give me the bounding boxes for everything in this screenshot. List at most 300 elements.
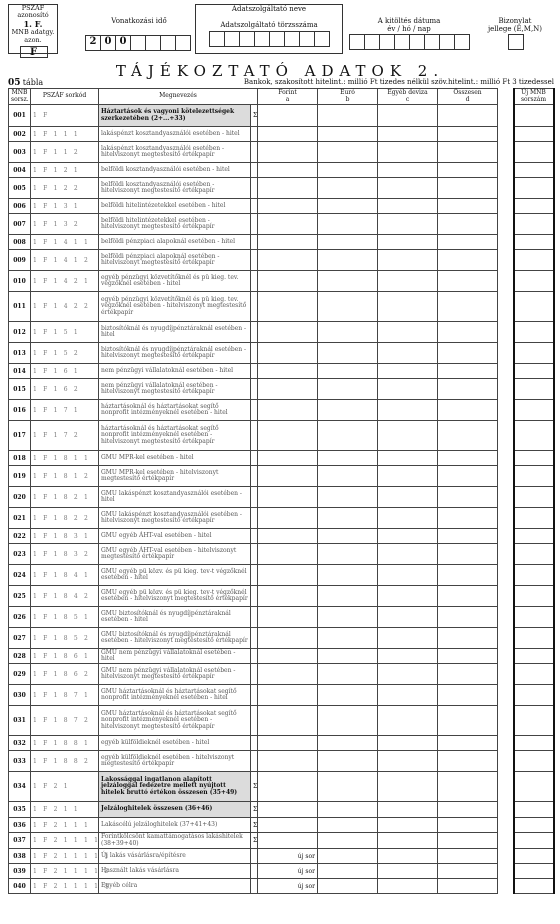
value-euro[interactable] xyxy=(318,736,378,751)
value-forint[interactable] xyxy=(258,586,318,607)
value-other-currency[interactable] xyxy=(378,664,438,685)
value-other-currency[interactable] xyxy=(378,628,438,649)
value-total[interactable] xyxy=(438,508,498,529)
value-euro[interactable] xyxy=(318,586,378,607)
value-total[interactable] xyxy=(438,421,498,451)
value-forint[interactable] xyxy=(258,451,318,466)
value-total[interactable] xyxy=(438,649,498,664)
row-code: 1 F 1 8 8 2 xyxy=(31,751,99,772)
value-euro[interactable] xyxy=(318,250,378,271)
row-code: 1 F 1 5 1 xyxy=(31,322,99,343)
value-new-mnb[interactable] xyxy=(514,322,554,343)
value-new-mnb[interactable] xyxy=(514,199,554,214)
value-other-currency[interactable] xyxy=(378,178,438,199)
value-new-mnb[interactable] xyxy=(514,544,554,565)
value-total[interactable] xyxy=(438,364,498,379)
date-cell[interactable] xyxy=(439,34,455,50)
period-cell[interactable]: 0 xyxy=(115,35,131,51)
value-total[interactable] xyxy=(438,235,498,250)
period-cell[interactable] xyxy=(130,35,146,51)
value-other-currency[interactable] xyxy=(378,379,438,400)
value-new-mnb[interactable] xyxy=(514,685,554,706)
value-other-currency[interactable] xyxy=(378,400,438,421)
reg-cell[interactable] xyxy=(299,31,315,47)
value-forint[interactable] xyxy=(258,364,318,379)
value-new-mnb[interactable] xyxy=(514,379,554,400)
value-total[interactable] xyxy=(438,466,498,487)
sigma-mark xyxy=(251,879,258,894)
sigma-mark: Σ xyxy=(251,818,258,833)
value-new-mnb[interactable] xyxy=(514,565,554,586)
row-number: 013 xyxy=(9,343,31,364)
value-total[interactable] xyxy=(438,818,498,833)
voucher-cell[interactable] xyxy=(508,34,524,50)
value-other-currency[interactable] xyxy=(378,736,438,751)
value-forint[interactable] xyxy=(258,628,318,649)
value-euro[interactable] xyxy=(318,105,378,127)
value-total[interactable] xyxy=(438,292,498,322)
value-forint[interactable] xyxy=(258,178,318,199)
column-gap xyxy=(498,214,514,235)
value-forint[interactable] xyxy=(258,250,318,271)
value-forint[interactable] xyxy=(258,649,318,664)
value-forint[interactable] xyxy=(258,487,318,508)
value-total[interactable] xyxy=(438,736,498,751)
table-row xyxy=(9,772,554,802)
value-total[interactable] xyxy=(438,772,498,802)
value-other-currency[interactable] xyxy=(378,487,438,508)
value-other-currency[interactable] xyxy=(378,772,438,802)
value-euro[interactable] xyxy=(318,400,378,421)
value-total[interactable] xyxy=(438,142,498,163)
value-new-mnb[interactable] xyxy=(514,400,554,421)
value-new-mnb[interactable] xyxy=(514,235,554,250)
value-total[interactable] xyxy=(438,400,498,421)
value-forint[interactable] xyxy=(258,214,318,235)
value-new-mnb[interactable] xyxy=(514,451,554,466)
value-forint[interactable] xyxy=(258,271,318,292)
value-total[interactable] xyxy=(438,529,498,544)
value-forint[interactable] xyxy=(258,802,318,818)
sigma-mark xyxy=(251,451,258,466)
value-total[interactable] xyxy=(438,802,498,818)
value-other-currency[interactable] xyxy=(378,105,438,127)
value-new-mnb[interactable] xyxy=(514,607,554,628)
value-forint[interactable] xyxy=(258,235,318,250)
value-new-mnb[interactable] xyxy=(514,649,554,664)
value-forint[interactable] xyxy=(258,163,318,178)
value-total[interactable] xyxy=(438,250,498,271)
row-description: egyéb pénzügyi közvetítőknél és pü kieg. tev. végzőknél esetében - hitel xyxy=(99,271,251,292)
sigma-mark xyxy=(251,421,258,451)
value-total[interactable] xyxy=(438,706,498,736)
row-code: 1 F 1 2 1 xyxy=(31,163,99,178)
sigma-mark xyxy=(251,649,258,664)
value-new-mnb[interactable] xyxy=(514,833,554,849)
row-description: GMU lakáspénzt kosztandyasználói esetében - hitelviszonyt megtestesítő értékpapír xyxy=(99,508,251,529)
row-description: GMU biztosítóknál és nyugdíjpénztáraknál esetében - hitel xyxy=(99,607,251,628)
value-total[interactable] xyxy=(438,879,498,894)
value-euro[interactable] xyxy=(318,364,378,379)
value-other-currency[interactable] xyxy=(378,508,438,529)
value-forint[interactable] xyxy=(258,127,318,142)
value-other-currency[interactable] xyxy=(378,451,438,466)
row-number: 019 xyxy=(9,466,31,487)
value-total[interactable] xyxy=(438,487,498,508)
value-new-mnb[interactable] xyxy=(514,586,554,607)
value-euro[interactable] xyxy=(318,751,378,772)
value-total[interactable] xyxy=(438,451,498,466)
voucher-box xyxy=(476,4,554,54)
value-forint[interactable] xyxy=(258,400,318,421)
value-total[interactable] xyxy=(438,214,498,235)
value-total[interactable] xyxy=(438,163,498,178)
value-euro[interactable] xyxy=(318,451,378,466)
period-cell[interactable] xyxy=(145,35,161,51)
value-forint[interactable] xyxy=(258,751,318,772)
value-other-currency[interactable] xyxy=(378,544,438,565)
reg-cell[interactable] xyxy=(224,31,240,47)
mnb-letter-cell[interactable]: F xyxy=(20,46,48,58)
value-other-currency[interactable] xyxy=(378,235,438,250)
value-euro[interactable] xyxy=(318,379,378,400)
value-euro[interactable] xyxy=(318,142,378,163)
value-total[interactable] xyxy=(438,343,498,364)
value-total[interactable] xyxy=(438,544,498,565)
date-cell[interactable] xyxy=(349,34,365,50)
column-gap xyxy=(498,833,514,849)
value-total[interactable] xyxy=(438,322,498,343)
value-forint[interactable] xyxy=(258,199,318,214)
value-total[interactable] xyxy=(438,271,498,292)
value-other-currency[interactable] xyxy=(378,142,438,163)
column-gap xyxy=(498,736,514,751)
value-new-mnb[interactable] xyxy=(514,818,554,833)
row-number: 031 xyxy=(9,706,31,736)
value-euro[interactable] xyxy=(318,628,378,649)
value-other-currency[interactable] xyxy=(378,565,438,586)
value-forint[interactable] xyxy=(258,421,318,451)
value-total[interactable] xyxy=(438,685,498,706)
row-code: 1 F 1 8 7 2 xyxy=(31,706,99,736)
reg-cell[interactable] xyxy=(239,31,255,47)
row-code: 1 F 1 7 2 xyxy=(31,421,99,451)
date-cell[interactable] xyxy=(424,34,440,50)
value-other-currency[interactable] xyxy=(378,292,438,322)
value-total[interactable] xyxy=(438,864,498,879)
value-new-mnb[interactable] xyxy=(514,706,554,736)
value-forint[interactable] xyxy=(258,833,318,849)
value-other-currency[interactable] xyxy=(378,214,438,235)
sigma-mark: Σ xyxy=(251,105,258,127)
value-total[interactable] xyxy=(438,379,498,400)
table-row xyxy=(9,250,554,271)
provider-box xyxy=(195,4,343,54)
date-cell[interactable] xyxy=(364,34,380,50)
value-euro[interactable] xyxy=(318,544,378,565)
table-row xyxy=(9,364,554,379)
row-number: 020 xyxy=(9,487,31,508)
value-other-currency[interactable] xyxy=(378,127,438,142)
value-other-currency[interactable] xyxy=(378,706,438,736)
value-new-mnb[interactable] xyxy=(514,214,554,235)
value-euro[interactable] xyxy=(318,466,378,487)
value-other-currency[interactable] xyxy=(378,271,438,292)
fill-date-sub: év / hó / nap xyxy=(387,25,431,34)
value-euro[interactable] xyxy=(318,292,378,322)
value-new-mnb[interactable] xyxy=(514,163,554,178)
value-new-mnb[interactable] xyxy=(514,802,554,818)
row-description: belföldi pénzpiaci alapoknál esetében - hitelviszonyt megtestesítő értékpapír xyxy=(99,250,251,271)
value-total[interactable] xyxy=(438,628,498,649)
value-total[interactable] xyxy=(438,664,498,685)
value-forint[interactable] xyxy=(258,706,318,736)
row-description: Új lakás vásárlásra/építésre xyxy=(99,849,251,864)
value-forint[interactable] xyxy=(258,466,318,487)
value-euro[interactable] xyxy=(318,508,378,529)
value-new-mnb[interactable] xyxy=(514,849,554,864)
value-total[interactable] xyxy=(438,565,498,586)
value-other-currency[interactable] xyxy=(378,322,438,343)
value-euro[interactable] xyxy=(318,214,378,235)
value-forint[interactable] xyxy=(258,142,318,163)
value-other-currency[interactable] xyxy=(378,649,438,664)
reg-cell[interactable] xyxy=(284,31,300,47)
date-cell[interactable] xyxy=(394,34,410,50)
value-other-currency[interactable] xyxy=(378,364,438,379)
value-forint[interactable] xyxy=(258,772,318,802)
row-description: GMU háztartásoknál és háztartásokat segítő nonprofit intézményeknél esetében - hitel xyxy=(99,685,251,706)
value-forint[interactable] xyxy=(258,322,318,343)
value-new-mnb[interactable] xyxy=(514,250,554,271)
value-other-currency[interactable] xyxy=(378,586,438,607)
value-new-mnb[interactable] xyxy=(514,421,554,451)
value-new-mnb[interactable] xyxy=(514,271,554,292)
value-new-mnb[interactable] xyxy=(514,529,554,544)
row-number: 005 xyxy=(9,178,31,199)
row-description: biztosítóknál és nyugdíjpénztáraknál esetében - hitelviszonyt megtestesítő értékpapír xyxy=(99,343,251,364)
row-description: GMU háztartásoknál és háztartásokat segítő nonprofit intézményeknél esetében - hitelviszonyt megtestesítő értékpapír xyxy=(99,706,251,736)
value-euro[interactable] xyxy=(318,818,378,833)
value-new-mnb[interactable] xyxy=(514,178,554,199)
value-new-mnb[interactable] xyxy=(514,105,554,127)
value-euro[interactable] xyxy=(318,199,378,214)
value-euro[interactable] xyxy=(318,565,378,586)
value-forint[interactable] xyxy=(258,105,318,127)
page-title: TÁJÉKOZTATÓ ADATOK 2. xyxy=(115,62,445,80)
row-description: lakáspénzt kosztandyasználói esetében - hitelviszonyt megtestesítő értékpapír xyxy=(99,142,251,163)
value-new-mnb[interactable] xyxy=(514,142,554,163)
column-gap xyxy=(498,628,514,649)
row-number: 032 xyxy=(9,736,31,751)
value-new-mnb[interactable] xyxy=(514,487,554,508)
value-other-currency[interactable] xyxy=(378,343,438,364)
value-forint[interactable] xyxy=(258,508,318,529)
value-other-currency[interactable] xyxy=(378,818,438,833)
value-euro[interactable] xyxy=(318,487,378,508)
value-new-mnb[interactable] xyxy=(514,466,554,487)
value-new-mnb[interactable] xyxy=(514,751,554,772)
value-other-currency[interactable] xyxy=(378,421,438,451)
table-row xyxy=(9,163,554,178)
reg-cell[interactable] xyxy=(209,31,225,47)
value-euro[interactable] xyxy=(318,343,378,364)
value-total[interactable] xyxy=(438,178,498,199)
value-forint[interactable] xyxy=(258,565,318,586)
value-new-mnb[interactable] xyxy=(514,628,554,649)
value-euro[interactable] xyxy=(318,271,378,292)
value-euro[interactable] xyxy=(318,178,378,199)
value-total[interactable] xyxy=(438,127,498,142)
value-euro[interactable] xyxy=(318,235,378,250)
value-other-currency[interactable] xyxy=(378,849,438,864)
value-euro[interactable] xyxy=(318,849,378,864)
column-gap xyxy=(498,879,514,894)
row-code: 1 F 1 2 2 xyxy=(31,178,99,199)
value-other-currency[interactable] xyxy=(378,607,438,628)
reg-cell[interactable] xyxy=(314,31,330,47)
subtitle-line xyxy=(8,78,554,88)
value-new-mnb[interactable] xyxy=(514,508,554,529)
value-total[interactable] xyxy=(438,833,498,849)
sigma-mark xyxy=(251,487,258,508)
value-forint[interactable] xyxy=(258,343,318,364)
table-row xyxy=(9,127,554,142)
value-other-currency[interactable] xyxy=(378,864,438,879)
date-cell[interactable] xyxy=(454,34,470,50)
value-other-currency[interactable] xyxy=(378,833,438,849)
value-new-mnb[interactable] xyxy=(514,127,554,142)
row-description: háztartásoknál és háztartásokat segítő nonprofit intézményeknél esetében - hitel xyxy=(99,400,251,421)
unit-note: Bankok, szakosított hitelint.: millió Ft tizedes nélkül szöv.hitelint.: millió Ft 3 tizedessel xyxy=(243,78,554,86)
value-euro[interactable] xyxy=(318,421,378,451)
sigma-mark xyxy=(251,628,258,649)
row-number: 036 xyxy=(9,818,31,833)
value-total[interactable] xyxy=(438,607,498,628)
value-euro[interactable] xyxy=(318,802,378,818)
row-code: 1 F 1 3 1 xyxy=(31,199,99,214)
table-row xyxy=(9,586,554,607)
value-total[interactable] xyxy=(438,751,498,772)
period-cell[interactable]: 0 xyxy=(100,35,116,51)
value-new-mnb[interactable] xyxy=(514,736,554,751)
value-euro[interactable] xyxy=(318,649,378,664)
row-code: 1 F 1 8 4 2 xyxy=(31,586,99,607)
value-new-mnb[interactable] xyxy=(514,864,554,879)
sigma-mark xyxy=(251,751,258,772)
value-total[interactable] xyxy=(438,199,498,214)
value-forint[interactable] xyxy=(258,736,318,751)
column-gap xyxy=(498,400,514,421)
row-code: 1 F 2 1 1 1 1 2 xyxy=(31,864,99,879)
value-euro[interactable] xyxy=(318,864,378,879)
value-other-currency[interactable] xyxy=(378,466,438,487)
value-new-mnb[interactable] xyxy=(514,343,554,364)
row-number: 037 xyxy=(9,833,31,849)
value-total[interactable] xyxy=(438,105,498,127)
value-other-currency[interactable] xyxy=(378,250,438,271)
value-other-currency[interactable] xyxy=(378,879,438,894)
reg-cell[interactable] xyxy=(269,31,285,47)
date-cell[interactable] xyxy=(379,34,395,50)
value-euro[interactable] xyxy=(318,833,378,849)
value-other-currency[interactable] xyxy=(378,163,438,178)
row-code: 1 F 2 1 xyxy=(31,772,99,802)
value-euro[interactable] xyxy=(318,664,378,685)
value-forint: új sor xyxy=(258,879,318,894)
fill-date-box xyxy=(345,4,473,54)
value-forint[interactable] xyxy=(258,544,318,565)
value-new-mnb[interactable] xyxy=(514,664,554,685)
value-euro[interactable] xyxy=(318,163,378,178)
row-description: GMU egyéb pü közv. és pü kieg. tev-t végzőknél esetében - hitel xyxy=(99,565,251,586)
value-forint[interactable] xyxy=(258,379,318,400)
value-euro[interactable] xyxy=(318,706,378,736)
col-total: Összesen d xyxy=(438,89,498,105)
row-description: belföldi hitelintézetekkel esetében - hitel xyxy=(99,199,251,214)
reg-cell[interactable] xyxy=(254,31,270,47)
sigma-mark xyxy=(251,322,258,343)
row-description: lakáspénzt kosztandyasználói esetében - hitel xyxy=(99,127,251,142)
row-description: egyéb pénzügyi közvetítőknél és pü kieg. tev. végzőknél esetében - hitelviszonyt megtestesítő értékpapír xyxy=(99,292,251,322)
value-euro[interactable] xyxy=(318,529,378,544)
value-new-mnb[interactable] xyxy=(514,772,554,802)
column-gap xyxy=(498,163,514,178)
col-forint: Forint a xyxy=(258,89,318,105)
value-other-currency[interactable] xyxy=(378,802,438,818)
value-euro[interactable] xyxy=(318,322,378,343)
value-euro[interactable] xyxy=(318,607,378,628)
value-forint[interactable] xyxy=(258,607,318,628)
value-euro[interactable] xyxy=(318,127,378,142)
date-cell[interactable] xyxy=(409,34,425,50)
value-forint[interactable] xyxy=(258,818,318,833)
row-description: Forintkölcsönt kamattámogatásos lakáshitelek (38+39+40) xyxy=(99,833,251,849)
value-forint[interactable] xyxy=(258,529,318,544)
period-cell[interactable] xyxy=(175,35,191,51)
sigma-mark xyxy=(251,400,258,421)
row-description: GMU MPR-kel esetében - hitelviszonyt megtestesítő értékpapír xyxy=(99,466,251,487)
sigma-mark xyxy=(251,544,258,565)
value-euro[interactable] xyxy=(318,772,378,802)
row-code: 1 F 1 8 2 2 xyxy=(31,508,99,529)
value-other-currency[interactable] xyxy=(378,529,438,544)
value-forint[interactable] xyxy=(258,685,318,706)
value-total[interactable] xyxy=(438,849,498,864)
row-number: 008 xyxy=(9,235,31,250)
row-code: 1 F 1 8 3 1 xyxy=(31,529,99,544)
value-euro[interactable] xyxy=(318,879,378,894)
value-euro[interactable] xyxy=(318,685,378,706)
table-row xyxy=(9,706,554,736)
row-number: 009 xyxy=(9,250,31,271)
row-description: belföldi kosztandyasználói esetében - hitel xyxy=(99,163,251,178)
value-forint[interactable] xyxy=(258,664,318,685)
value-other-currency[interactable] xyxy=(378,751,438,772)
value-total[interactable] xyxy=(438,586,498,607)
period-cell[interactable]: 2 xyxy=(85,35,101,51)
value-forint[interactable] xyxy=(258,292,318,322)
period-cell[interactable] xyxy=(160,35,176,51)
row-number: 018 xyxy=(9,451,31,466)
provider-reg-label: Adatszolgáltató törzsszáma xyxy=(220,21,318,30)
value-new-mnb[interactable] xyxy=(514,292,554,322)
value-other-currency[interactable] xyxy=(378,685,438,706)
value-new-mnb[interactable] xyxy=(514,879,554,894)
value-new-mnb[interactable] xyxy=(514,364,554,379)
value-other-currency[interactable] xyxy=(378,199,438,214)
row-code: 1 F 1 7 1 xyxy=(31,400,99,421)
